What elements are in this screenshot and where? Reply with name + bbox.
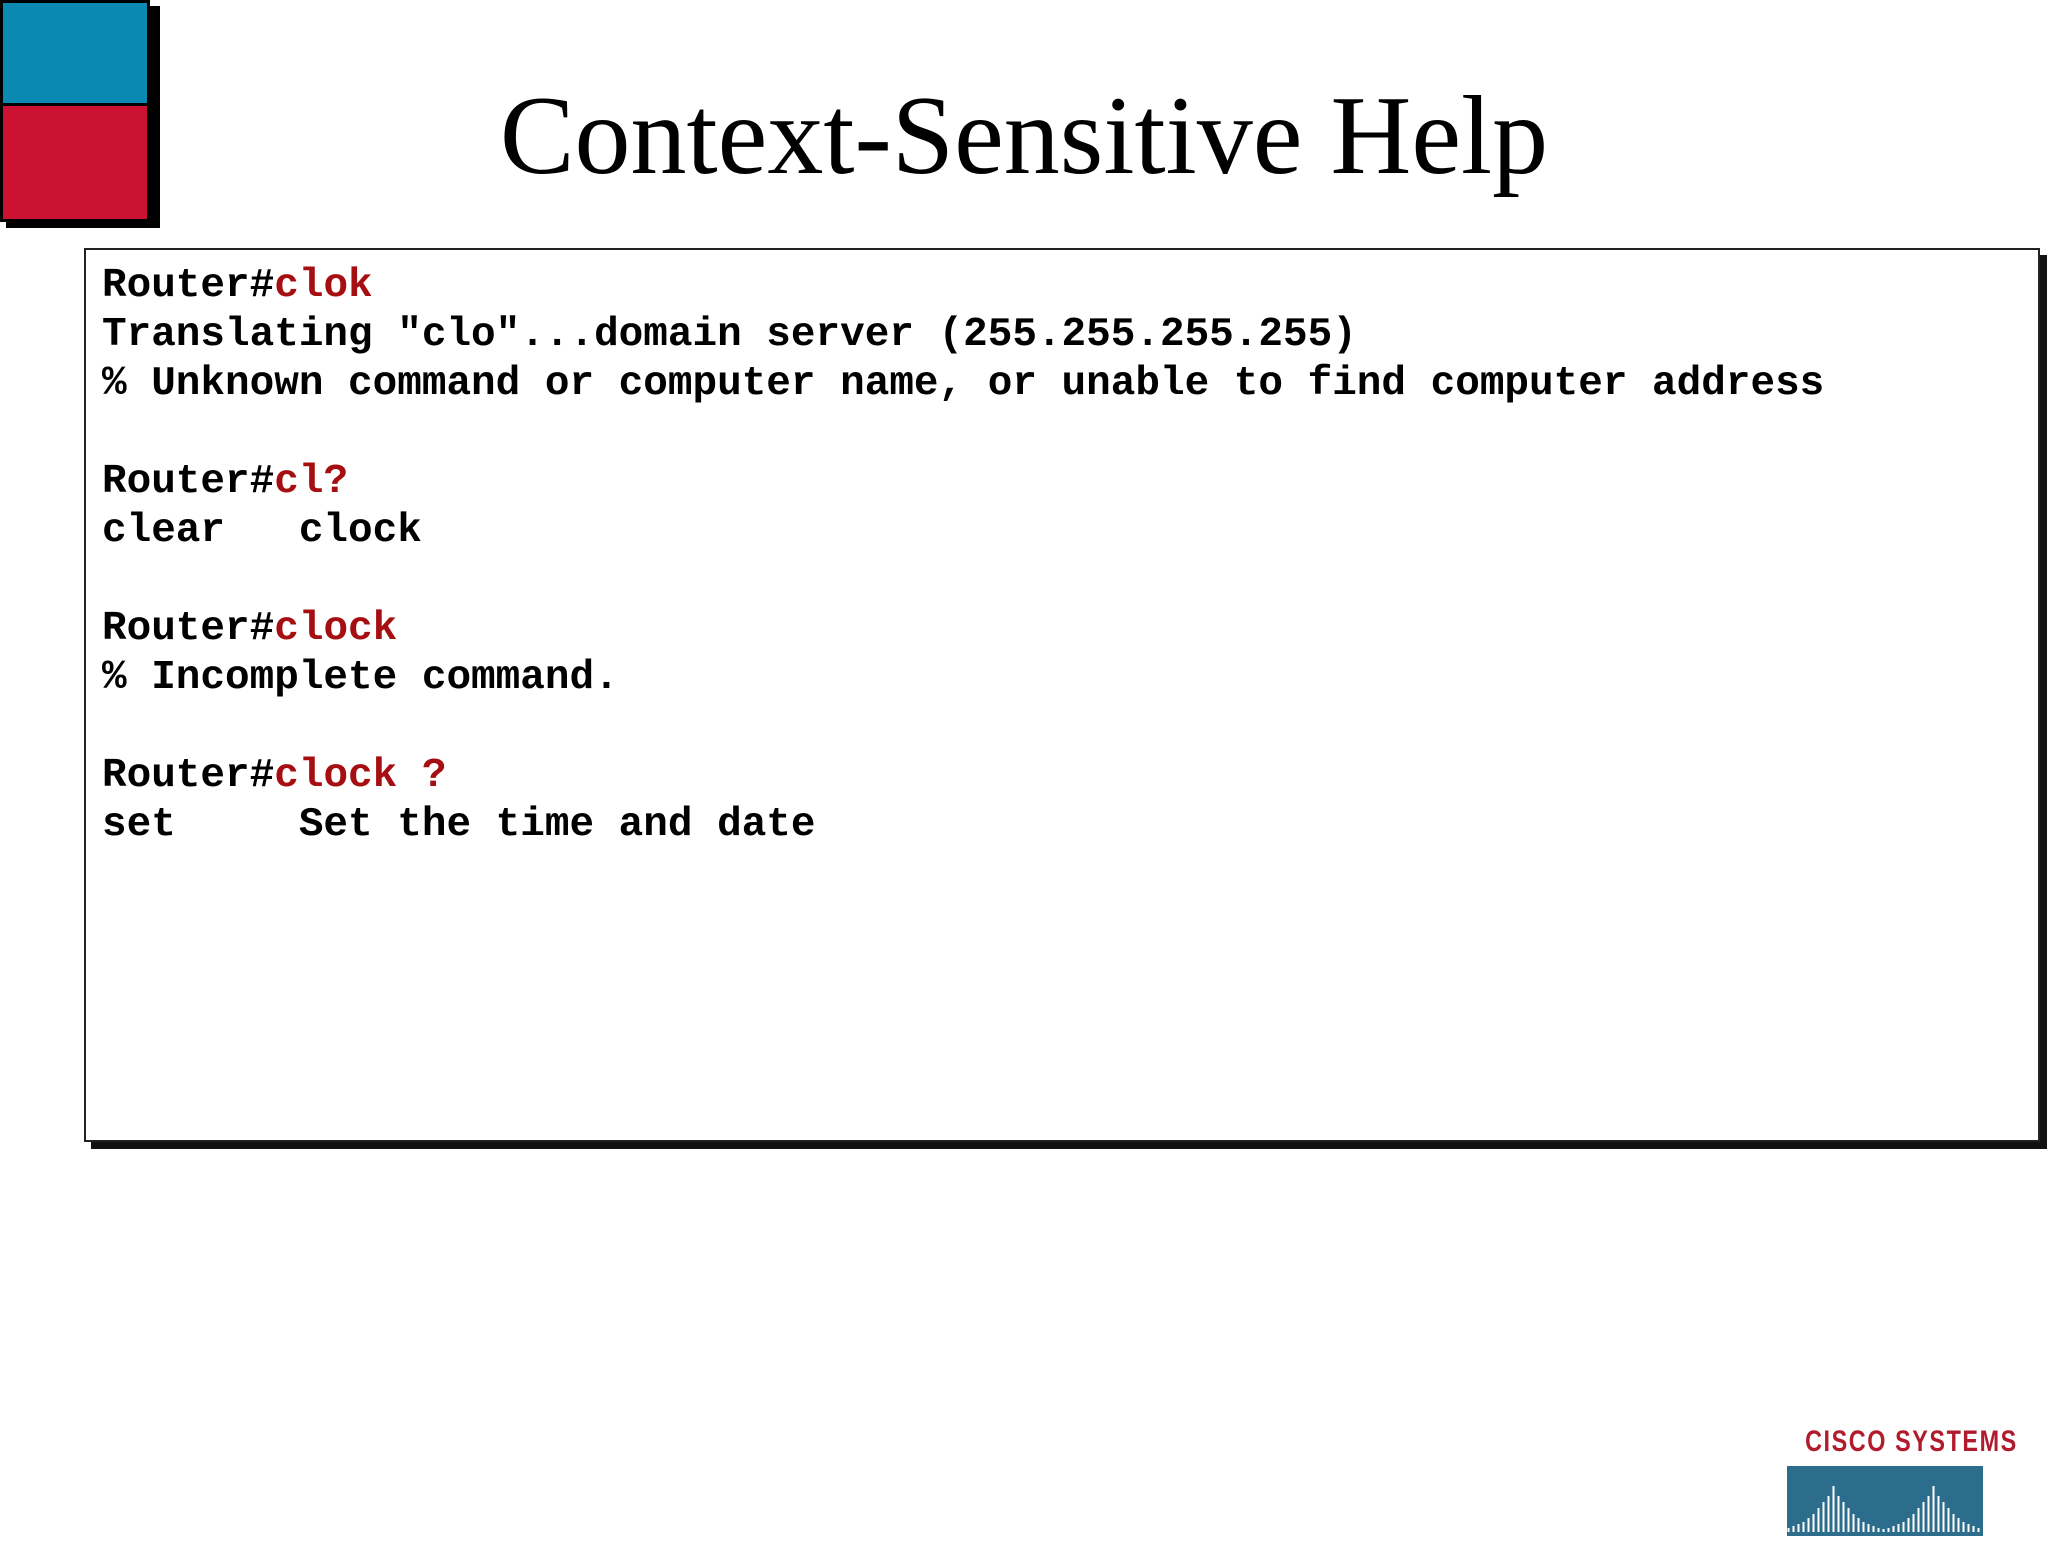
bridge-bar — [1883, 1529, 1885, 1532]
terminal-prompt: Router# — [102, 459, 275, 505]
bridge-bar — [1793, 1526, 1795, 1532]
cisco-logo — [1782, 1424, 2018, 1536]
terminal-command: cl? — [274, 459, 349, 505]
bridge-bar — [1968, 1524, 1970, 1532]
bridge-bar — [1903, 1522, 1905, 1532]
bridge-bar — [1833, 1486, 1835, 1532]
terminal-line — [102, 752, 1824, 801]
terminal-line — [102, 262, 1824, 311]
bridge-bar — [1798, 1524, 1800, 1532]
bridge-bar — [1868, 1524, 1870, 1532]
cisco-logo-text: CISCO SYSTEMS — [1805, 1425, 2018, 1458]
bridge-bar — [1948, 1508, 1950, 1532]
bridge-bar — [1858, 1518, 1860, 1532]
bridge-bar — [1813, 1514, 1815, 1532]
terminal-prompt: Router# — [102, 753, 275, 799]
bridge-bar — [1828, 1496, 1830, 1532]
bridge-bar — [1878, 1528, 1880, 1532]
terminal-line — [102, 360, 1824, 409]
bridge-bar — [1823, 1502, 1825, 1532]
terminal-command: clok — [274, 263, 373, 309]
bridge-bar — [1818, 1508, 1820, 1532]
terminal-lines — [102, 262, 1824, 850]
bridge-bar — [1888, 1528, 1890, 1532]
bridge-bar — [1938, 1496, 1940, 1532]
terminal-line — [102, 458, 1824, 507]
terminal-line — [102, 605, 1824, 654]
bridge-bar — [1953, 1514, 1955, 1532]
bridge-bar — [1808, 1518, 1810, 1532]
terminal-prompt: Router# — [102, 263, 275, 309]
bridge-bar — [1848, 1508, 1850, 1532]
bridge-bar — [1898, 1524, 1900, 1532]
slide-title: Context-Sensitive Help — [499, 74, 1549, 198]
terminal-command: clock — [274, 606, 398, 652]
terminal-line — [102, 409, 1824, 458]
terminal-output: % Incomplete command. — [102, 655, 619, 701]
terminal-line — [102, 801, 1824, 850]
bridge-bar — [1923, 1502, 1925, 1532]
terminal-output: Translating "clo"...domain server (255.255.255.255) — [102, 312, 1357, 358]
bridge-bar — [1978, 1528, 1980, 1532]
bridge-bar — [1963, 1522, 1965, 1532]
bridge-bar — [1863, 1522, 1865, 1532]
bridge-bar — [1788, 1528, 1790, 1532]
bridge-bar — [1973, 1526, 1975, 1532]
cisco-bridge-icon — [1787, 1466, 1983, 1536]
bridge-bar — [1943, 1502, 1945, 1532]
bridge-bar — [1928, 1496, 1930, 1532]
bridge-bar — [1958, 1518, 1960, 1532]
terminal-line — [102, 703, 1824, 752]
bridge-bar — [1843, 1502, 1845, 1532]
terminal-line — [102, 311, 1824, 360]
terminal-command: clock ? — [274, 753, 447, 799]
bridge-bar — [1853, 1514, 1855, 1532]
bridge-bar — [1933, 1486, 1935, 1532]
bridge-bars-icon — [1787, 1466, 1983, 1536]
terminal-box — [84, 248, 2040, 1142]
terminal-output: set Set the time and date — [102, 802, 816, 848]
bridge-bar — [1838, 1496, 1840, 1532]
terminal-output: clear clock — [102, 508, 422, 554]
bridge-bar — [1803, 1522, 1805, 1532]
bridge-bar — [1873, 1526, 1875, 1532]
terminal-line — [102, 654, 1824, 703]
terminal-line — [102, 507, 1824, 556]
bridge-bar — [1913, 1514, 1915, 1532]
bridge-bar — [1918, 1508, 1920, 1532]
terminal-line — [102, 556, 1824, 605]
terminal-output: % Unknown command or computer name, or unable to find computer address — [102, 361, 1825, 407]
bridge-bar — [1908, 1518, 1910, 1532]
terminal-prompt: Router# — [102, 606, 275, 652]
bridge-bar — [1893, 1526, 1895, 1532]
